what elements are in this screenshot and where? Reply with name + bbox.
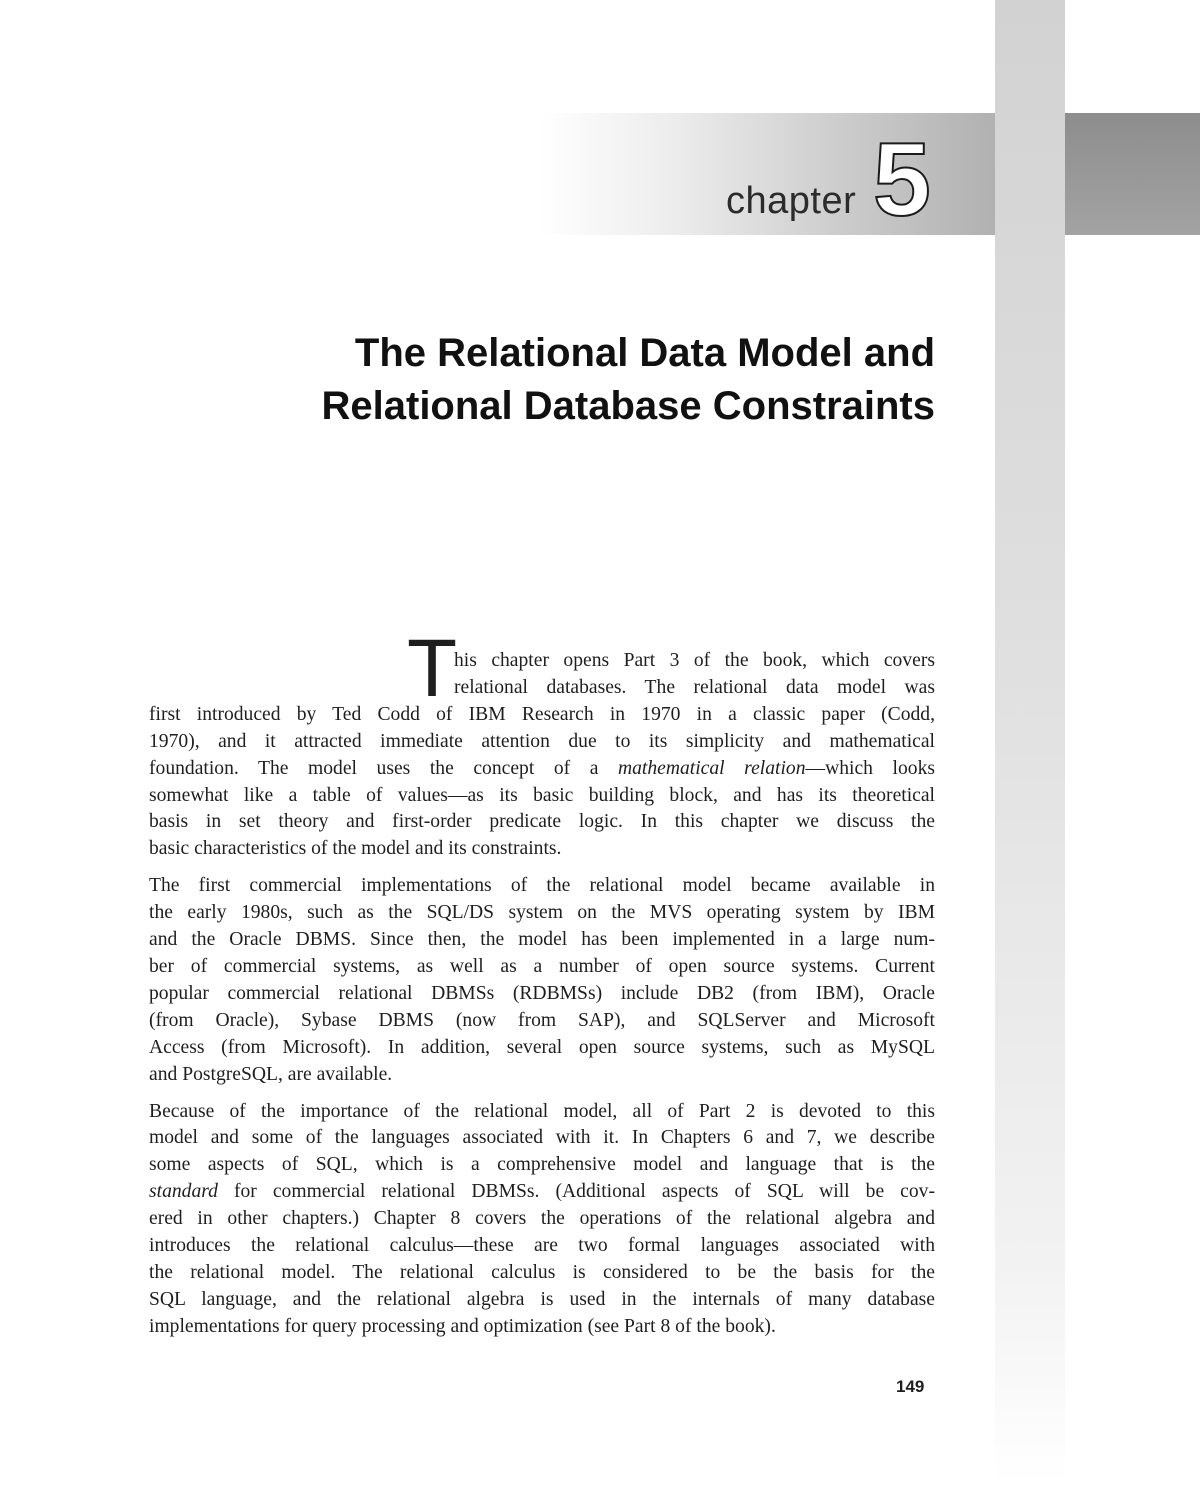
text-line: (from Oracle), Sybase DBMS (now from SAP), and SQLServer and Microsoft (149, 1009, 935, 1031)
text-line: basic characteristics of the model and its constraints. (149, 838, 562, 860)
text-line: implementations for query processing and optimization (see Part 8 of the book). (149, 1315, 776, 1337)
text-line: some aspects of SQL, which is a comprehensive model and language that is the (149, 1154, 935, 1176)
text-line: first introduced by Ted Codd of IBM Research in 1970 in a classic paper (Codd, (149, 703, 935, 725)
text-line: 1970), and it attracted immediate attention due to its simplicity and mathematical (149, 730, 935, 752)
chapter-title (135, 327, 935, 433)
chapter-title-line-1: The Relational Data Model and (354, 331, 935, 375)
text-line: SQL language, and the relational algebra is used in the internals of many database (149, 1288, 935, 1310)
text-line (149, 1179, 935, 1206)
text-line: model and some of the languages associated with it. In Chapters 6 and 7, we describe (149, 1127, 935, 1149)
text-line: and PostgreSQL, are available. (149, 1063, 393, 1085)
text-line: Because of the importance of the relational model, all of Part 2 is devoted to this (149, 1100, 935, 1122)
page-number: 149 (896, 1377, 925, 1396)
emphasis-text: mathematical relation (617, 757, 806, 779)
text-line: Access (from Microsoft). In addition, several open source systems, such as MySQL (149, 1036, 935, 1058)
text-line: popular commercial relational DBMSs (RDBMSs) include DB2 (from IBM), Oracle (149, 982, 935, 1004)
text-line: ered in other chapters.) Chapter 8 covers the operations of the relational algebra and (149, 1208, 935, 1230)
text-line (149, 756, 935, 783)
drop-cap: T (407, 623, 458, 714)
text-segment: —which looks (805, 757, 935, 779)
text-line: his chapter opens Part 3 of the book, which covers (454, 650, 935, 671)
text-segment: for commercial relational DBMSs. (Additional aspects of SQL will be cov- (217, 1181, 935, 1203)
chapter-tab (1065, 113, 1200, 235)
chapter-title-line-2: Relational Database Constraints (321, 384, 935, 428)
body-text (149, 648, 935, 1351)
intro-paragraph (149, 648, 935, 863)
paragraph-2 (149, 873, 935, 1088)
emphasis-text: standard (149, 1181, 218, 1203)
text-line: the relational model. The relational calculus is considered to be the basis for the (149, 1261, 935, 1283)
text-line: ber of commercial systems, as well as a number of open source systems. Current (149, 955, 935, 977)
text-line: introduces the relational calculus—these are two formal languages associated with (149, 1235, 935, 1257)
text-line: relational databases. The relational data model was (454, 676, 935, 698)
paragraph-3 (149, 1099, 935, 1341)
text-line: and the Oracle DBMS. Since then, the model has been implemented in a large num- (149, 929, 935, 951)
text-line: The first commercial implementations of the relational model became available in (149, 875, 935, 897)
chapter-label: chapter (726, 180, 857, 222)
text-segment: foundation. The model uses the concept of a (149, 757, 618, 779)
text-line: somewhat like a table of values—as its basic building block, and has its theoretical (149, 784, 935, 806)
text-line: basis in set theory and first-order predicate logic. In this chapter we discuss the (149, 811, 935, 833)
text-line: the early 1980s, such as the SQL/DS system on the MVS operating system by IBM (149, 902, 935, 924)
side-strip (995, 0, 1065, 1485)
chapter-number: 5 (873, 122, 931, 238)
